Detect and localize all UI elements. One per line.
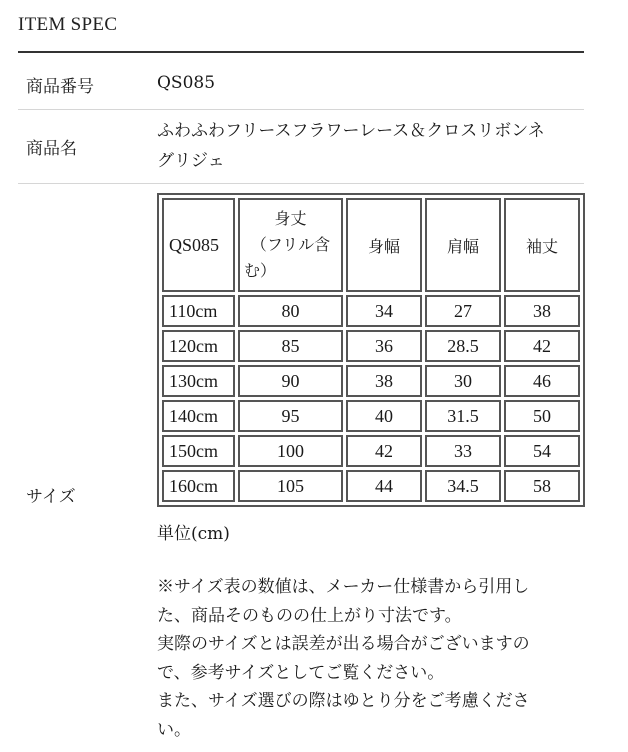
note-line: い。 bbox=[157, 719, 191, 740]
cell-width: 38 bbox=[346, 365, 422, 397]
cell-shoulder: 34.5 bbox=[425, 470, 501, 502]
note-line: で、参考サイズとしてご覧ください。 bbox=[157, 662, 445, 683]
cell-size: 120cm bbox=[162, 330, 235, 362]
table-header-shoulder: 肩幅 bbox=[425, 198, 501, 292]
cell-shoulder: 31.5 bbox=[425, 400, 501, 432]
cell-shoulder: 33 bbox=[425, 435, 501, 467]
cell-size: 160cm bbox=[162, 470, 235, 502]
cell-length: 95 bbox=[238, 400, 343, 432]
cell-width: 42 bbox=[346, 435, 422, 467]
header-divider bbox=[18, 51, 584, 53]
cell-length: 105 bbox=[238, 470, 343, 502]
cell-sleeve: 42 bbox=[504, 330, 580, 362]
cell-length: 90 bbox=[238, 365, 343, 397]
note-line: 実際のサイズとは誤差が出る場合がございますの bbox=[157, 634, 530, 654]
cell-size: 130cm bbox=[162, 365, 235, 397]
cell-width: 40 bbox=[346, 400, 422, 432]
table-header-row bbox=[162, 198, 580, 292]
note-line: また、サイズ選びの際はゆとり分をご考慮くださ bbox=[157, 691, 530, 711]
cell-sleeve: 58 bbox=[504, 470, 580, 502]
table-row bbox=[162, 365, 580, 397]
product-name-value bbox=[157, 116, 577, 176]
product-name-line: ふわふわフリースフラワーレース＆クロスリボンネ bbox=[157, 121, 545, 141]
table-row bbox=[162, 435, 580, 467]
table-row bbox=[162, 470, 580, 502]
cell-width: 34 bbox=[346, 295, 422, 327]
cell-width: 44 bbox=[346, 470, 422, 502]
cell-shoulder: 30 bbox=[425, 365, 501, 397]
product-name-label: 商品名 bbox=[26, 139, 77, 159]
product-name-line: グリジェ bbox=[157, 151, 225, 171]
cell-size: 140cm bbox=[162, 400, 235, 432]
size-table bbox=[157, 193, 585, 507]
cell-size: 110cm bbox=[162, 295, 235, 327]
cell-sleeve: 50 bbox=[504, 400, 580, 432]
cell-length: 80 bbox=[238, 295, 343, 327]
row-divider bbox=[18, 109, 584, 110]
table-row bbox=[162, 400, 580, 432]
row-divider bbox=[18, 183, 584, 184]
cell-sleeve: 46 bbox=[504, 365, 580, 397]
cell-sleeve: 38 bbox=[504, 295, 580, 327]
note-line: ※サイズ表の数値は、メーカー仕様書から引用し bbox=[157, 577, 530, 597]
cell-shoulder: 28.5 bbox=[425, 330, 501, 362]
product-number-value: QS085 bbox=[157, 73, 216, 93]
table-row bbox=[162, 330, 580, 362]
product-number-label: 商品番号 bbox=[26, 77, 94, 97]
unit-label: 単位(cm) bbox=[157, 524, 230, 544]
header-length-line: 身丈 bbox=[274, 209, 307, 228]
size-label: サイズ bbox=[26, 487, 76, 507]
header-length-line: む） bbox=[244, 261, 277, 280]
table-header-width: 身幅 bbox=[346, 198, 422, 292]
table-header-length bbox=[238, 198, 343, 292]
table-row bbox=[162, 295, 580, 327]
table-header-sleeve: 袖丈 bbox=[504, 198, 580, 292]
note-line: た、商品そのものの仕上がり寸法です。 bbox=[157, 605, 462, 626]
table-header-code: QS085 bbox=[162, 198, 235, 292]
size-note bbox=[157, 573, 567, 744]
header-length-line: （フリル含 bbox=[250, 235, 331, 254]
cell-length: 100 bbox=[238, 435, 343, 467]
cell-shoulder: 27 bbox=[425, 295, 501, 327]
page-title: ITEM SPEC bbox=[18, 14, 118, 35]
cell-size: 150cm bbox=[162, 435, 235, 467]
cell-length: 85 bbox=[238, 330, 343, 362]
cell-sleeve: 54 bbox=[504, 435, 580, 467]
cell-width: 36 bbox=[346, 330, 422, 362]
